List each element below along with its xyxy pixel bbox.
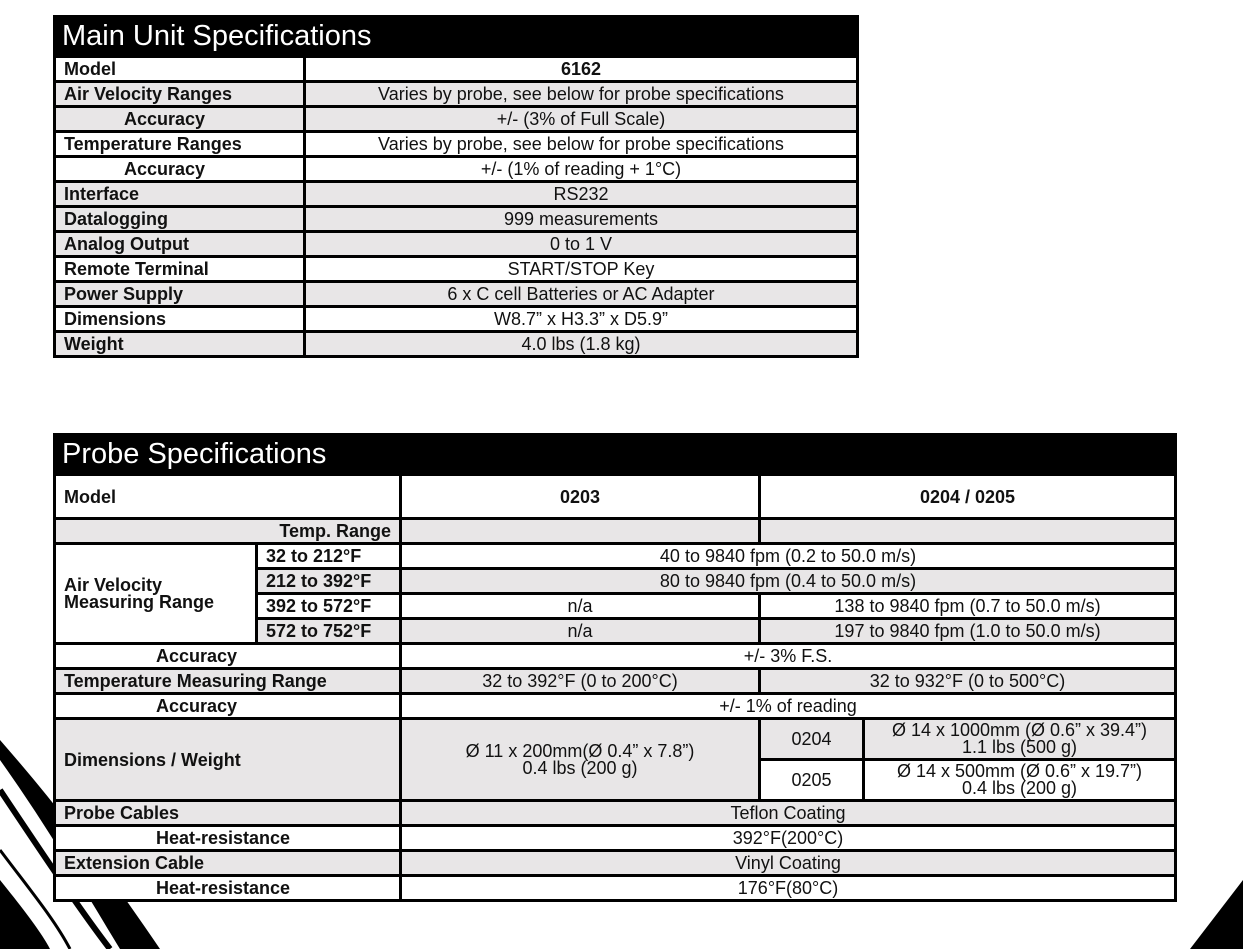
table-row	[55, 719, 1176, 760]
empty-cell	[401, 519, 760, 544]
empty-cell	[760, 519, 1176, 544]
row-label: Model	[55, 57, 305, 82]
row-label: Accuracy	[55, 644, 401, 669]
table-row	[55, 157, 858, 182]
table-row	[55, 282, 858, 307]
row-label: Air Velocity Ranges	[55, 82, 305, 107]
row-value: Teflon Coating	[401, 801, 1176, 826]
dim-0204	[864, 719, 1176, 760]
row-label: Probe Cables	[55, 801, 401, 826]
dim-0203	[401, 719, 760, 801]
dim-line: 1.1 lbs (500 g)	[961, 737, 1078, 757]
dim-line: 0.4 lbs (200 g)	[522, 757, 638, 778]
row-label: Remote Terminal	[55, 257, 305, 282]
row-value: +/- (1% of reading + 1°C)	[305, 157, 858, 182]
velocity-value-0204: 138 to 9840 fpm (0.7 to 50.0 m/s)	[760, 594, 1176, 619]
temp-range: 32 to 212°F	[257, 544, 401, 569]
row-label: Dimensions / Weight	[55, 719, 401, 801]
row-value: 0 to 1 V	[305, 232, 858, 257]
air-velocity-label	[55, 544, 257, 644]
label-line: Air Velocity	[64, 574, 163, 595]
temp-range: 212 to 392°F	[257, 569, 401, 594]
table-row	[55, 826, 1176, 851]
row-value: +/- 1% of reading	[401, 694, 1176, 719]
model-0203: 0203	[401, 475, 760, 519]
velocity-value-0203: n/a	[401, 594, 760, 619]
row-value: 999 measurements	[305, 207, 858, 232]
temp-range: 392 to 572°F	[257, 594, 401, 619]
table-row	[55, 82, 858, 107]
row-value: RS232	[305, 182, 858, 207]
model-0204-0205: 0204 / 0205	[760, 475, 1176, 519]
row-value: 176°F(80°C)	[401, 876, 1176, 901]
probe-specifications	[53, 433, 1177, 902]
table-row	[55, 232, 858, 257]
table-row	[55, 57, 858, 82]
table-row	[55, 801, 1176, 826]
row-value-0204: 32 to 932°F (0 to 500°C)	[760, 669, 1176, 694]
table-row	[55, 132, 858, 157]
table-row	[55, 332, 858, 357]
probe-table	[53, 473, 1177, 902]
main-unit-specifications	[53, 15, 859, 358]
velocity-value: 40 to 9840 fpm (0.2 to 50.0 m/s)	[401, 544, 1176, 569]
main-unit-table	[53, 55, 859, 358]
dim-0205	[864, 760, 1176, 801]
row-label: Model	[55, 475, 401, 519]
table-row	[55, 876, 1176, 901]
row-label: Weight	[55, 332, 305, 357]
row-value: 6162	[305, 57, 858, 82]
table-row	[55, 107, 858, 132]
table-row	[55, 644, 1176, 669]
dim-line: Ø 14 x 500mm (Ø 0.6” x 19.7”)	[896, 761, 1143, 781]
row-value: 4.0 lbs (1.8 kg)	[305, 332, 858, 357]
velocity-value-0203: n/a	[401, 619, 760, 644]
velocity-value-0204: 197 to 9840 fpm (1.0 to 50.0 m/s)	[760, 619, 1176, 644]
table-row	[55, 207, 858, 232]
row-value: 6 x C cell Batteries or AC Adapter	[305, 282, 858, 307]
dim-line: 0.4 lbs (200 g)	[961, 778, 1078, 798]
row-value: W8.7” x H3.3” x D5.9”	[305, 307, 858, 332]
row-label: Extension Cable	[55, 851, 401, 876]
table-row	[55, 544, 1176, 569]
row-label: Temperature Measuring Range	[55, 669, 401, 694]
row-value: Varies by probe, see below for probe specifications	[305, 82, 858, 107]
table-row	[55, 694, 1176, 719]
temp-range: 572 to 752°F	[257, 619, 401, 644]
dim-model-0204: 0204	[760, 719, 864, 760]
row-label: Heat-resistance	[55, 826, 401, 851]
row-label: Heat-resistance	[55, 876, 401, 901]
probe-title: Probe Specifications	[53, 433, 1177, 473]
row-label: Analog Output	[55, 232, 305, 257]
dim-line: Ø 11 x 200mm(Ø 0.4” x 7.8”)	[465, 740, 695, 761]
row-label: Accuracy	[55, 157, 305, 182]
table-row	[55, 669, 1176, 694]
main-unit-title: Main Unit Specifications	[53, 15, 859, 55]
temp-range-header: Temp. Range	[55, 519, 401, 544]
dim-model-0205: 0205	[760, 760, 864, 801]
table-row	[55, 851, 1176, 876]
table-row	[55, 475, 1176, 519]
table-row	[55, 182, 858, 207]
table-row	[55, 307, 858, 332]
table-row	[55, 257, 858, 282]
row-value: Vinyl Coating	[401, 851, 1176, 876]
row-label: Dimensions	[55, 307, 305, 332]
row-label: Interface	[55, 182, 305, 207]
row-label: Datalogging	[55, 207, 305, 232]
dim-line: Ø 14 x 1000mm (Ø 0.6” x 39.4”)	[891, 720, 1148, 740]
row-label: Power Supply	[55, 282, 305, 307]
row-value: START/STOP Key	[305, 257, 858, 282]
row-value: +/- 3% F.S.	[401, 644, 1176, 669]
row-value: 392°F(200°C)	[401, 826, 1176, 851]
row-label: Temperature Ranges	[55, 132, 305, 157]
velocity-value: 80 to 9840 fpm (0.4 to 50.0 m/s)	[401, 569, 1176, 594]
row-label: Accuracy	[55, 107, 305, 132]
row-label: Accuracy	[55, 694, 401, 719]
row-value-0203: 32 to 392°F (0 to 200°C)	[401, 669, 760, 694]
table-row	[55, 519, 1176, 544]
label-line: Measuring Range	[64, 591, 215, 612]
row-value: Varies by probe, see below for probe specifications	[305, 132, 858, 157]
row-value: +/- (3% of Full Scale)	[305, 107, 858, 132]
